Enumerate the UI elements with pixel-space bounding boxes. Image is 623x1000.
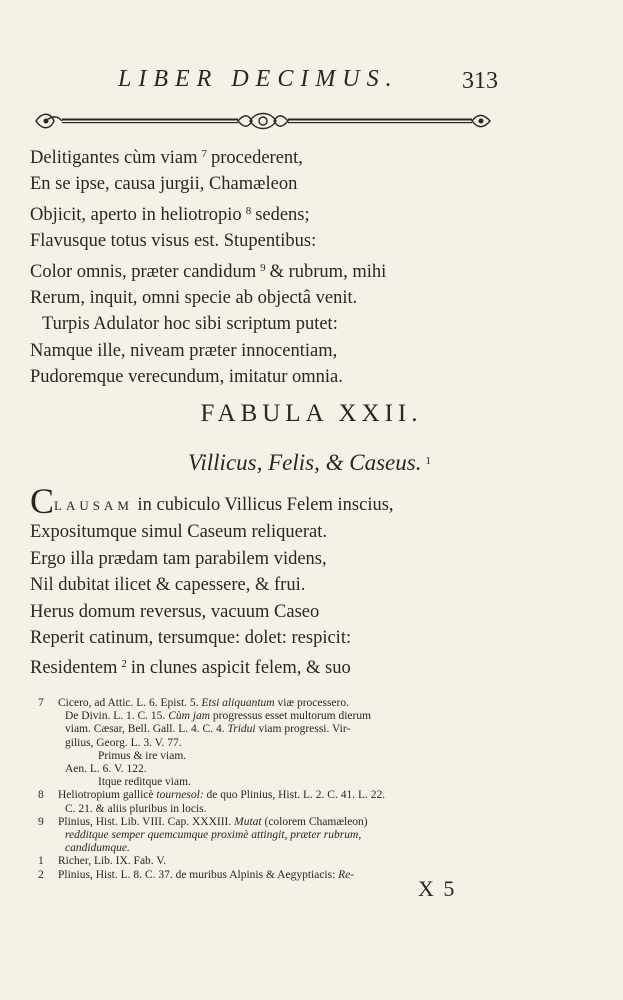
footnote-text: Richer, Lib. IX. Fab. V.: [58, 855, 167, 868]
footnotes: [38, 697, 508, 882]
small-caps: LAUSAM: [54, 498, 133, 513]
note-ref: 2: [121, 658, 127, 671]
fable-heading: FABULA XXII.: [200, 400, 423, 427]
footnote-line: [38, 829, 508, 842]
footnote-text: Plinius, Hist. L. 8. C. 37. de muribus Alpinis & Aegyptiacis:: [58, 868, 336, 881]
verse-block-top: [30, 141, 386, 391]
footnote-line: [38, 855, 508, 868]
footnote-line: [38, 789, 508, 802]
running-head: [0, 66, 623, 96]
footnote-italic: Re-: [338, 868, 355, 881]
verse-line: Herus domum reversus, vacuum Caseo: [30, 601, 320, 622]
drop-cap: C: [30, 481, 55, 521]
footnote-italic: tournesol:: [156, 789, 204, 802]
note-ref: 7: [201, 148, 207, 160]
footnote-tail: viæ processero.: [277, 697, 349, 709]
footnote-line: [38, 776, 508, 789]
footnote-text: gilius, Georg. L. 3. V. 77.: [65, 736, 182, 749]
running-title: LIBER DECIMUS.: [118, 66, 399, 92]
footnote-text: viam. Cæsar, Bell. Gall. L. 4. C. 4.: [65, 723, 225, 736]
footnote-label: 2: [38, 868, 44, 881]
footnote-line: [38, 763, 508, 776]
footnote-italic: Mutat: [234, 815, 262, 828]
verse-line: Delitigantes cùm viam $^7$ procederent,: [30, 148, 303, 168]
signature-mark: X 5: [418, 876, 457, 901]
footnote-tail: de quo Plinius, Hist. L. 2. C. 41. L. 22.: [206, 789, 386, 802]
footnote-italic: Etsi aliquantum: [201, 697, 275, 709]
footnote-line: [38, 697, 508, 710]
fable-subtitle: Villicus, Felis, & Caseus. $^1$: [0, 450, 623, 476]
footnote-line: [38, 816, 508, 829]
verse-line: Expositumque simul Caseum reliquerat.: [30, 522, 327, 543]
footnote-tail: progressus esset multorum dierum: [212, 710, 372, 723]
note-ref: 1: [425, 455, 431, 467]
footnote-line: [38, 803, 508, 816]
verse-line: Ergo illa prædam tam parabilem videns,: [30, 548, 327, 569]
footnote-line: [38, 737, 508, 750]
verse-line-first: CLAUSAM in cubiculo Villicus Felem inscius,: [30, 481, 394, 521]
footnote-line: [38, 750, 508, 763]
verse-line: Color omnis, præter candidum $^9$ & rubrum, mihi: [30, 261, 387, 282]
footnote-text: Heliotropium gallicè: [58, 789, 154, 802]
footnote-text: Plinius, Hist. Lib. VIII. Cap. XXXIII.: [58, 815, 232, 828]
ornamental-rule-icon: [32, 108, 494, 134]
footnote-italic: Tridui: [227, 723, 256, 736]
footnote-line: [38, 723, 508, 736]
footnote-italic: redditque semper quemcumque proximè attingit, præter rubrum,: [65, 829, 362, 842]
footnote-italic: candidumque.: [65, 842, 130, 855]
footnote-italic: Cùm jam: [168, 710, 211, 723]
footnote-label: 9: [38, 815, 44, 828]
footnote-text: Primus & ire viam.: [98, 749, 187, 762]
verse-line: Nil dubitat ilicet & capessere, & frui.: [30, 575, 306, 596]
verse-line: Turpis Adulator hoc sibi scriptum putet:: [42, 314, 338, 335]
footnote-tail: (colorem Chamæleon): [264, 815, 368, 828]
footnote-text: Aen. L. 6. V. 122.: [65, 763, 147, 776]
verse-block-bottom: [30, 481, 394, 682]
note-ref: 8: [245, 204, 252, 217]
verse-line: Rerum, inquit, omni specie ab objectâ venit.: [30, 288, 358, 309]
footnote-text: De Divin. L. 1. C. 15.: [65, 710, 166, 723]
verse-line: Objicit, aperto in heliotropio $^8$ sedens;: [30, 204, 310, 225]
verse-line: Reperit catinum, tersumque: dolet: respicit:: [30, 628, 352, 649]
footnote-label: 8: [38, 789, 44, 802]
verse-line: Pudoremque verecundum, imitatur omnia.: [30, 367, 343, 388]
verse-line: Residentem $^2$ in clunes aspicit felem, & suo: [30, 658, 351, 679]
footnote-text: Cicero, ad Attic. L. 6. Epist. 5.: [58, 697, 199, 709]
footnote-label: 1: [38, 855, 44, 868]
footnote-line: [38, 710, 508, 723]
verse-line: Namque ille, niveam præter innocentiam,: [30, 340, 338, 361]
footnote-label: 7: [38, 697, 44, 709]
page-number: 313: [462, 68, 498, 94]
verse-line: En se ipse, causa jurgii, Chamæleon: [30, 174, 298, 195]
footnote-text: C. 21. & aliis pluribus in locis.: [65, 802, 207, 815]
footnote-tail: viam progressi. Vir-: [258, 723, 351, 736]
verse-line: Flavusque totus visus est. Stupentibus:: [30, 231, 317, 252]
footnote-line: [38, 842, 508, 855]
footnote-text: Itque reditque viam.: [98, 776, 191, 789]
note-ref: 9: [260, 261, 266, 274]
